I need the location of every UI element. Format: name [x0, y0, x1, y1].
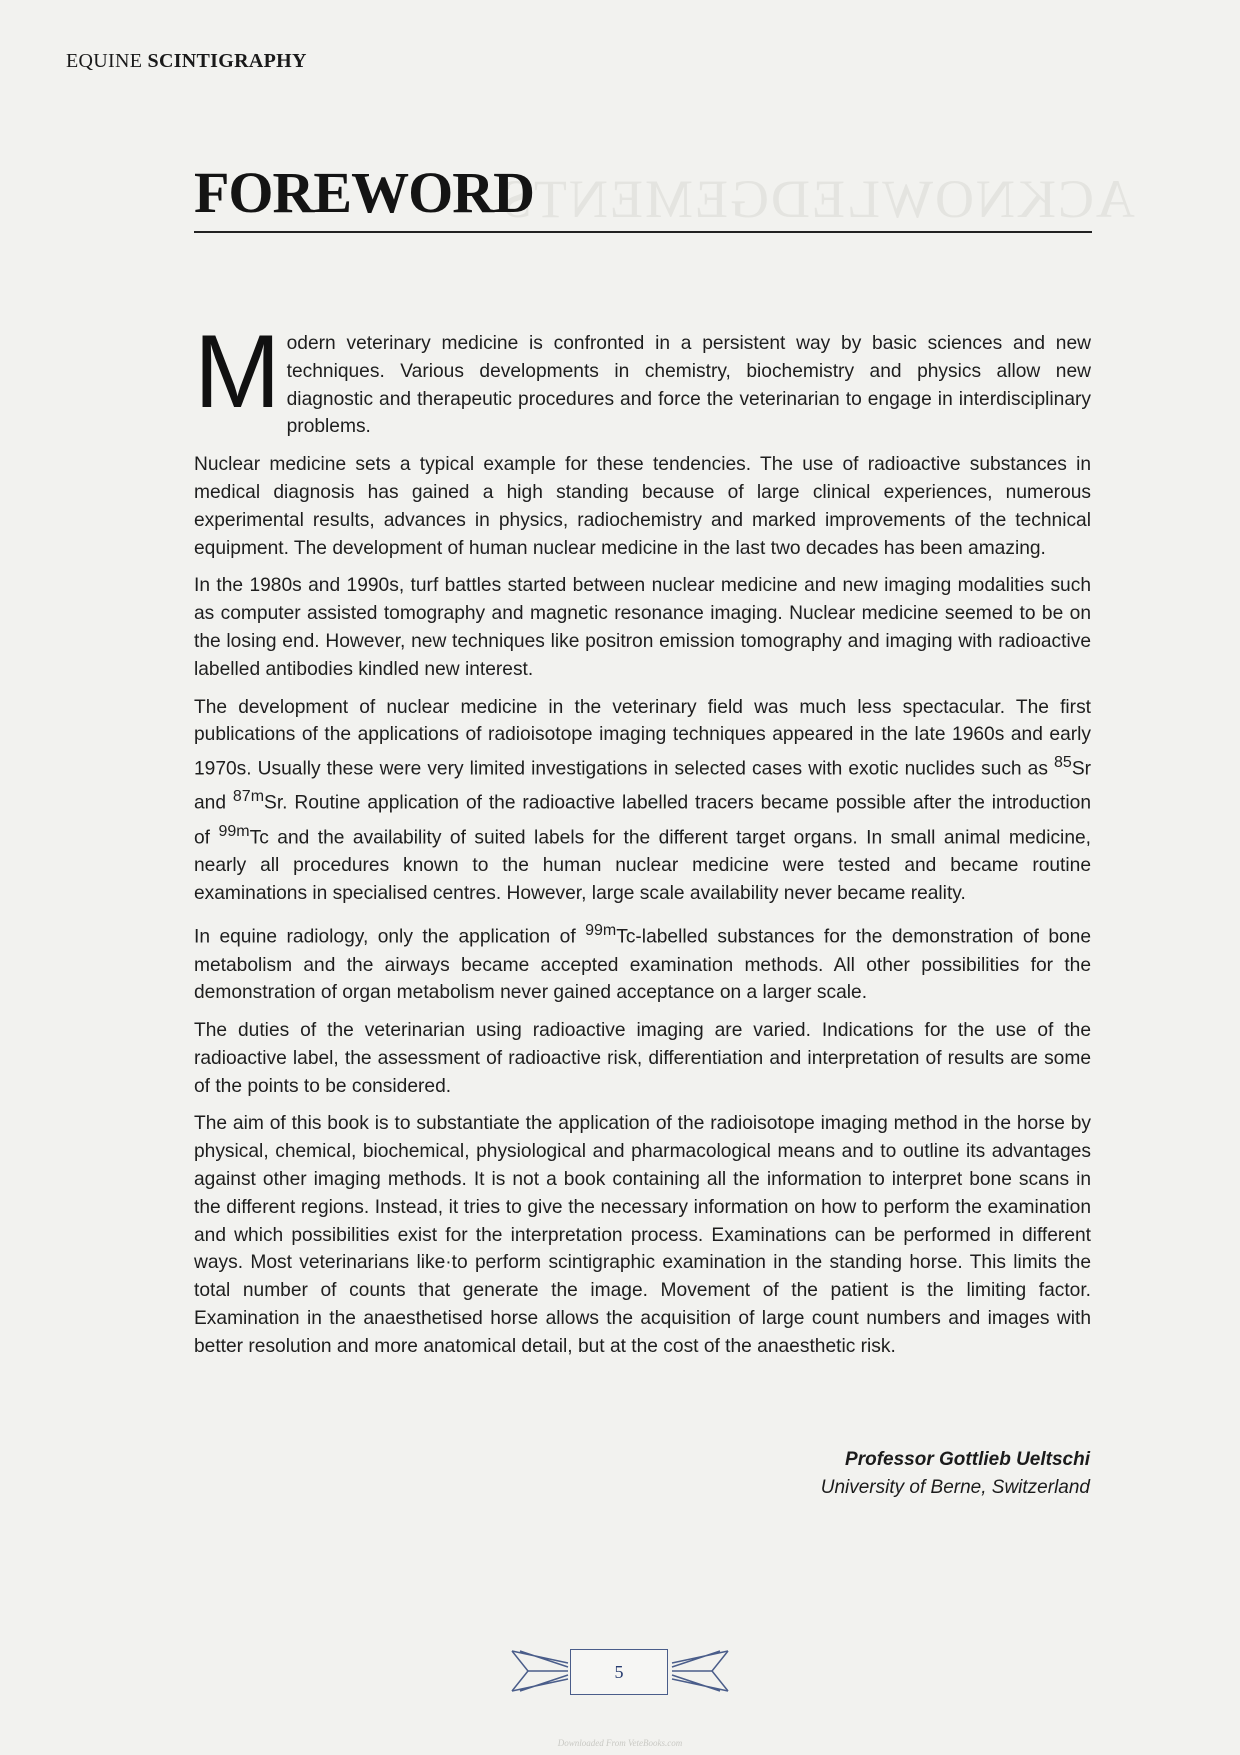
paragraph-3: In the 1980s and 1990s, turf battles started between nuclear medicine and new imaging modalities such as computer assisted tomography and magnetic resonance imaging. Nuclear medicine seemed to be on the losing end. However, new techniques like positron emission tomography and imaging with radioactive labelled antibodies kindled new interest.: [194, 575, 1091, 680]
drop-cap: M: [194, 314, 281, 430]
isotope-superscript: 99m: [218, 822, 250, 840]
paragraph-4-text-d: Tc and the availability of suited labels for the different target organs. In small animal medicine, nearly all procedures known to the human nuclear medicine were tested and became routine examinations in specialised centres. However, large scale availability never became reality.: [194, 826, 1091, 904]
paragraph-5-text-b: Tc-labelled substances for the demonstration of bone metabolism and the airways became accepted examination methods. All other possibilities for the demonstration of organ metabolism never gained acceptance on a larger scale.: [194, 926, 1092, 1004]
running-head: [66, 50, 307, 73]
foreword-body: [194, 314, 1092, 1371]
paragraph-4-text-b: Sr and: [194, 758, 1091, 814]
paragraph-2: Nuclear medicine sets a typical example for these tendencies. The use of radioactive substances in medical diagnosis has gained a high standing because of large clinical experiences, numerous experimental results, advances in physics, radiochemistry and marked improvements of the technical equipment. The development of human nuclear medicine in the last two decades has been amazing.: [194, 454, 1091, 559]
title-underline: [194, 231, 1092, 233]
page-title: FOREWORD: [194, 160, 534, 225]
paragraph-1: [194, 314, 1091, 441]
isotope-superscript: 99m: [585, 922, 617, 940]
signature-affiliation: University of Berne, Switzerland: [820, 1477, 1090, 1498]
download-watermark: Downloaded From VeteBooks.com: [557, 1738, 683, 1748]
paragraph-5: [194, 917, 1091, 1007]
page-number-ornament: [510, 1645, 730, 1697]
paragraph-5-text-a: In equine radiology, only the application of: [194, 926, 586, 948]
paragraph-4-text-a: The development of nuclear medicine in the veterinary field was much less spectacular. The first publications of the applications of radioisotope imaging techniques appeared in the late 1960s and early 1970s. Usually these were very limited investigations in selected cases with exotic nuclides such as: [194, 696, 1091, 780]
running-head-scintigraphy: SCINTIGRAPHY: [147, 50, 307, 72]
paragraph-6: The duties of the veterinarian using radioactive imaging are varied. Indications for the use of the radioactive label, the assessment of radioactive risk, differentiation and interpretation of results are some of the points to be considered.: [194, 1020, 1091, 1097]
isotope-superscript: 85: [1054, 754, 1072, 772]
paragraph-1-text: odern veterinary medicine is confronted in a persistent way by basic sciences and new techniques. Various developments in chemistry, biochemistry and physics allow new diagnostic and therapeutic procedures and force the veterinarian to engage in interdisciplinary problems.: [286, 333, 1091, 438]
running-head-equine: EQUINE: [66, 50, 143, 72]
paragraph-4-text-c: Sr. Routine application of the radioactive labelled tracers became possible after the introduction of: [194, 792, 1091, 848]
isotope-superscript: 87m: [232, 788, 265, 806]
signature-block: [821, 1446, 1090, 1502]
paragraph-4: [194, 694, 1091, 908]
page-number: 5: [570, 1649, 668, 1695]
show-through-heading: ACKNOWLEDGEMENTS: [500, 169, 1135, 229]
paragraph-7: The aim of this book is to substantiate the application of the radioisotope imaging method in the horse by physical, chemical, biochemical, physiological and pharmacological means and to outline its advantages against other imaging methods. It is not a book containing all the information to interpret bone scans in the different regions. Instead, it tries to give the necessary information on how to perform the examination and which possibilities exist for the interpretation process. Examinations can be performed in different ways. Most veterinarians like·to perform scintigraphic examination in the standing horse. This limits the total number of counts that generate the image. Movement of the patient is the limiting factor. Examination in the anaesthetised horse allows the acquisition of large count numbers and images with better resolution and more anatomical detail, but at the cost of the anaesthetic risk.: [194, 1113, 1091, 1357]
signature-name: Professor Gottlieb Ueltschi: [845, 1449, 1090, 1470]
